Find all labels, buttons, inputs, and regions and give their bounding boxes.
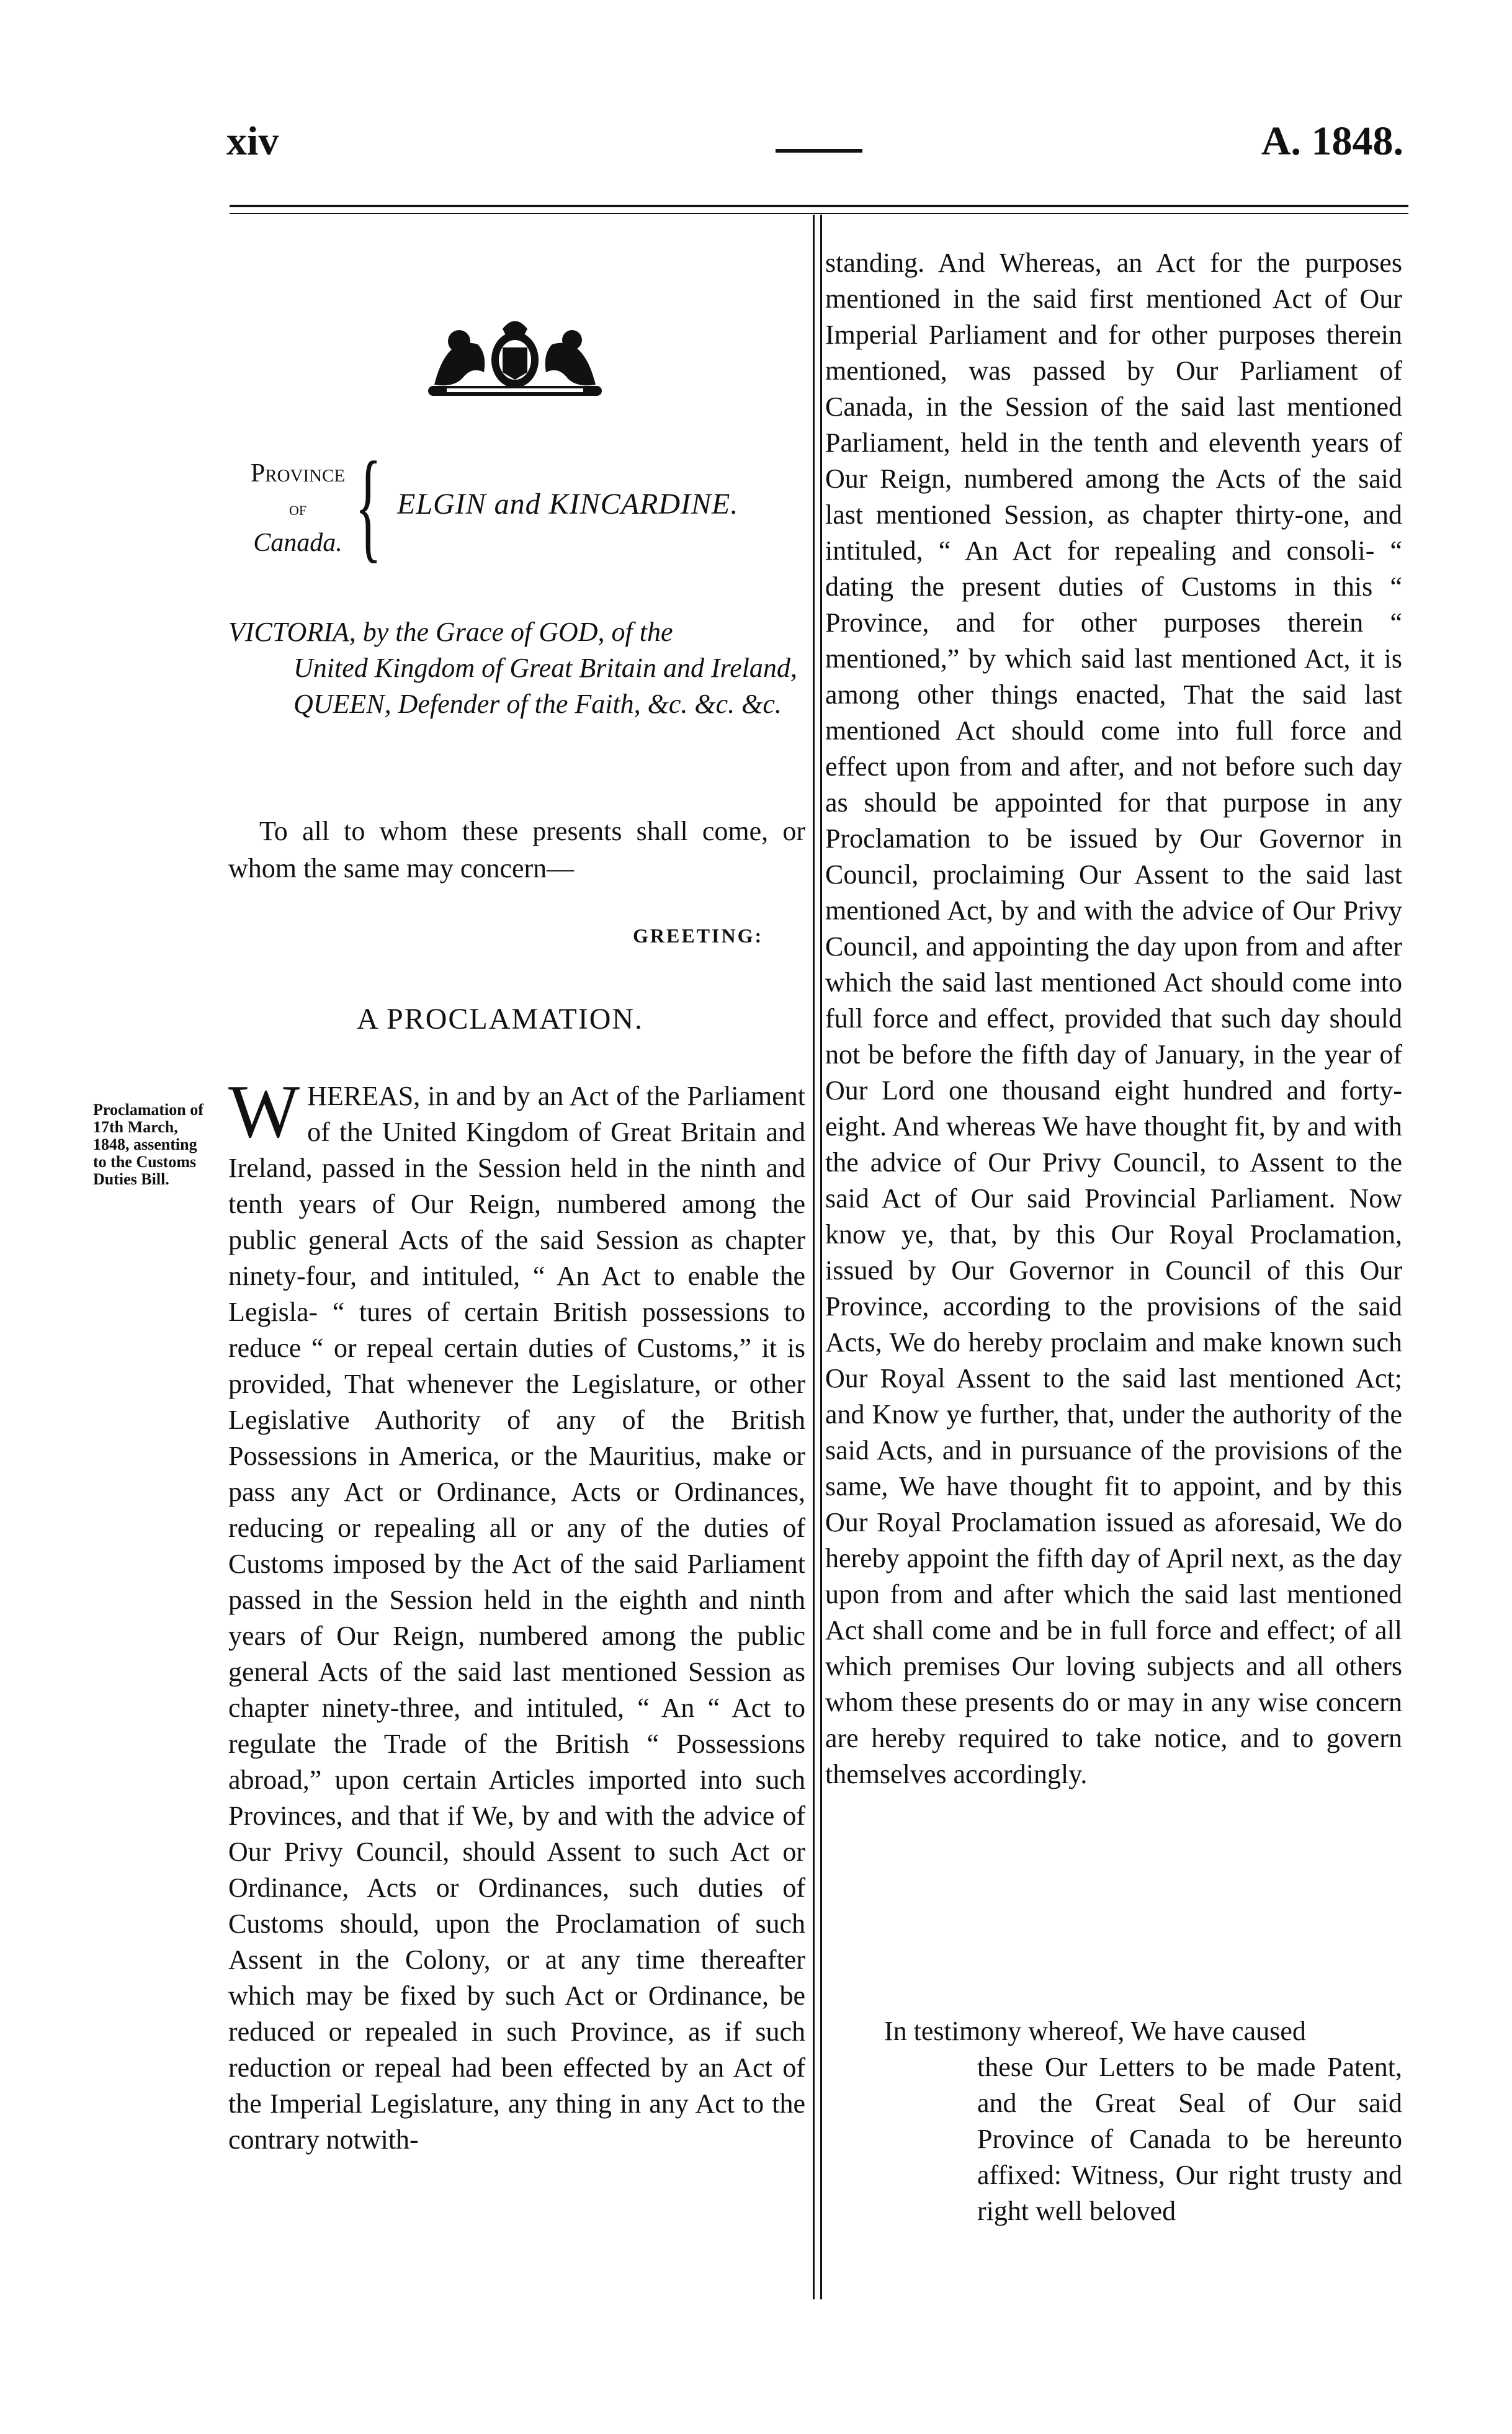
header-rule-thin: [230, 213, 1408, 214]
royal-arms-emblem: [409, 310, 620, 403]
address-line: [228, 813, 805, 887]
greeting: GREETING:: [633, 924, 764, 947]
curly-brace: {: [355, 437, 382, 574]
address-text: To all to whom these presents shall come, or whom the same may concern—: [228, 816, 805, 884]
column-rule-right: [820, 215, 822, 2299]
province-line-2: of: [289, 497, 307, 519]
right-column-text: standing. And Whereas, an Act for the purposes mentioned in the said first mentioned Act of Our Imperial Parliament and for other purposes therein mentioned, was passed by Our Parliament of Canada, in the Session of the said last mentioned Parliament, held in the tenth and eleventh years of Our Reign, numbered among the Acts of the said last mentioned Session, as chapter thirty-one, and intituled, “ An Act for repealing and consoli- “ dating the present duties of Customs in this “ Province, and for other purposes therein “ mentioned,” by which said last mentioned Act, it is among other things enacted, That the said last mentioned Act should come into full force and effect upon from and after, and not before such day as should be appointed for that purpose in any Proclamation to be issued by Our Governor in Council, proclaiming Our Assent to the said last mentioned Act, by and with the advice of Our Privy Council, and appointing the day upon from and after which the said last mentioned Act should come into full force and effect, provided that such day should not be before the fifth day of January, in the year of Our Lord one thousand eight hundred and forty-eight. And whereas We have thought fit, by and with the advice of Our Privy Council, to Assent to the said Act of Our said Provincial Parliament. Now know ye, that, by this Our Royal Proclamation, issued by Our Governor in Council of this Our Province, according to the provisions of the said Acts, We do hereby proclaim and make known such Our Royal Assent to the said last mentioned Act; and Know ye further, that, under the authority of the said Acts, and in pursuance of the provisions of the same, We have thought fit to appoint, and by this Our Royal Proclamation issued as aforesaid, We do hereby appoint the fifth day of April next, as the day upon from and after which the said last mentioned Act shall come and be in full force and effect; of all which premises Our loving subjects and all others whom these presents do or may in any wise concern are hereby required to take notice, and to govern themselves accordingly.: [825, 248, 1402, 1789]
testimony-clause: [825, 2013, 1402, 2229]
left-column-body: HEREAS, in and by an Act of the Parliament of the United Kingdom of Great Britain and Ireland, passed in the Session held in the ninth and tenth years of Our Reign, numbered among the public general Acts of the said Session as chapter ninety-four, and intituled, “ An Act to enable the Legisla- “ tures of certain British possessions to reduce “ or repeal certain duties of Customs,” it is provided, That whenever the Legislature, or other Legislative Authority of any of the British Possessions in America, or the Mauritius, make or pass any Act or Ordinance, Acts or Ordinances, reducing or repealing all or any of the duties of Customs imposed by the Act of the said Parliament passed in the Session held in the eighth and ninth years of Our Reign, numbered among the public general Acts of the said last mentioned Session as chapter ninety-three, and intituled, “ An “ Act to regulate the Trade of the British “ Possessions abroad,” upon certain Articles imported into such Provinces, and that if We, by and with the advice of Our Privy Council, should Assent to such Act or Ordinance, Acts or Ordinances, such duties of Customs should, upon the Proclamation of such Assent in the Colony, or at any time thereafter which may be fixed by such Act or Ordinance, be reduced or repealed in such Province, as if such reduction or repeal had been effected by an Act of the Imperial Legislature, any thing in any Act to the contrary notwith-: [228, 1081, 805, 2155]
royal-style-first-line: VICTORIA, by the Grace of GOD, of the: [228, 617, 673, 647]
header-dash: [776, 149, 862, 153]
province-line-1: Province: [250, 459, 346, 488]
testimony-first-line: In testimony whereof, We have caused: [884, 2016, 1306, 2046]
margin-note: Proclamation of 17th March, 1848, assenting to the Customs Duties Bill.: [93, 1101, 204, 1188]
proclamation-title: A PROCLAMATION.: [357, 1003, 644, 1036]
page-number: xiv: [226, 119, 279, 164]
province-label: [226, 456, 369, 560]
drop-cap: W: [228, 1070, 300, 1153]
page-year: A. 1848.: [1261, 119, 1403, 164]
column-rule-left: [813, 215, 815, 2299]
governor-name: ELGIN and KINCARDINE.: [397, 488, 739, 521]
royal-style: [228, 614, 805, 722]
royal-style-continuation: United Kingdom of Great Britain and Ireland, QUEEN, Defender of the Faith, &c. &c. &c.: [293, 653, 797, 719]
header-rule-thick: [230, 205, 1408, 207]
province-line-3: Canada.: [253, 529, 342, 557]
testimony-continuation: these Our Letters to be made Patent, and the Great Seal of Our said Province of Canada to be hereunto affixed: Witness, Our right trusty and right well beloved: [977, 2052, 1402, 2226]
left-column-text: [228, 1070, 805, 2158]
